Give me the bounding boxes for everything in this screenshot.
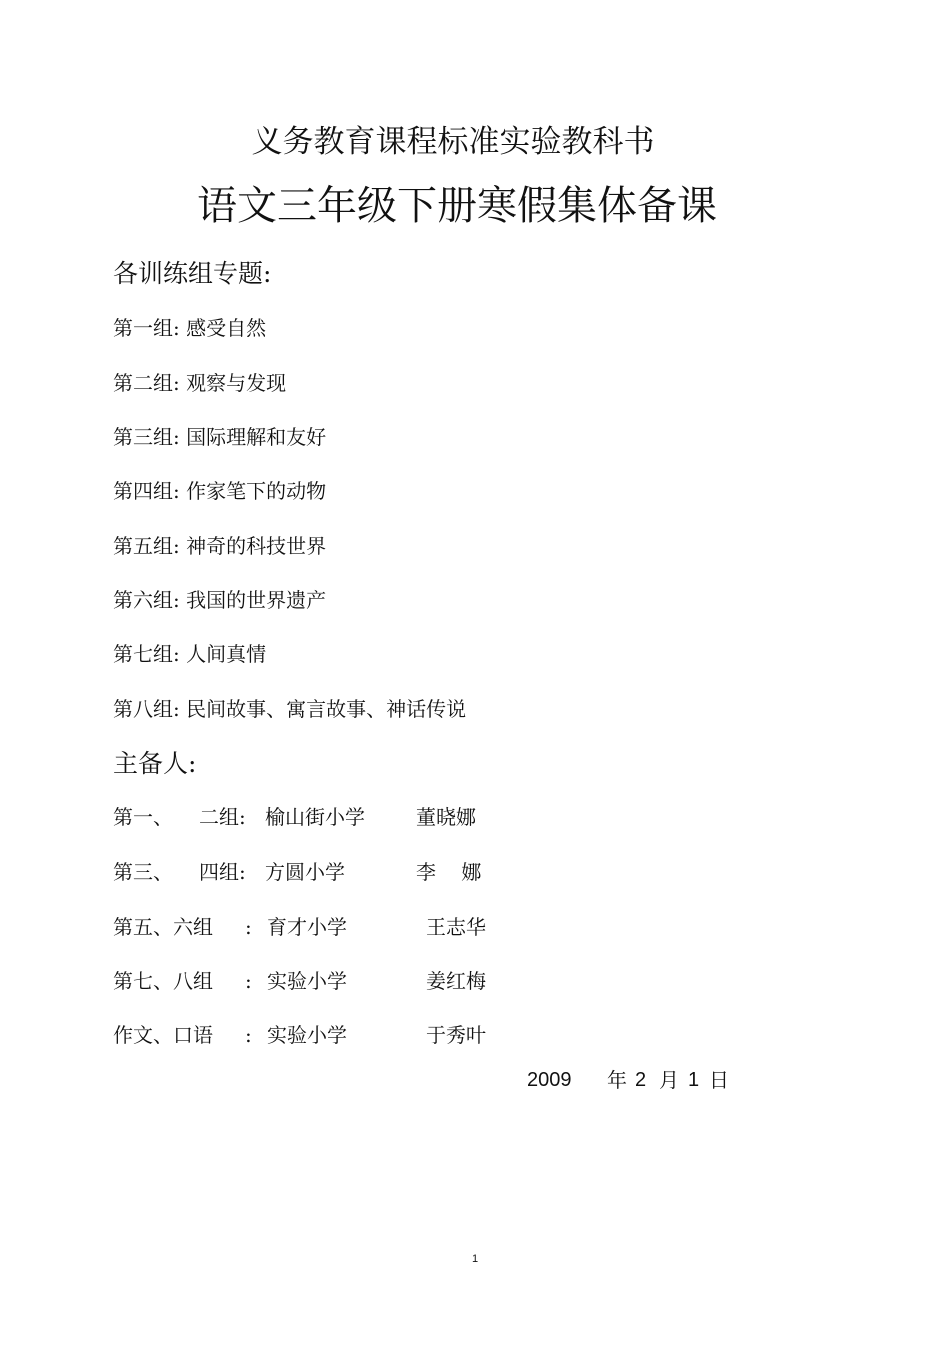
topic-text: 感受自然 bbox=[186, 316, 267, 340]
topic-text: 民间故事、寓言故事、神话传说 bbox=[186, 697, 467, 721]
preparer-group-suffix: 二组: bbox=[199, 805, 246, 829]
preparer-school: 实验小学 bbox=[267, 969, 347, 993]
preparer-school: 榆山街小学 bbox=[265, 805, 365, 829]
topic-label: 第一组: bbox=[113, 316, 180, 340]
date-year-unit: 年 bbox=[607, 1068, 627, 1092]
document-supertitle: 义务教育课程标准实验教科书 bbox=[251, 124, 655, 160]
topic-label: 第七组: bbox=[113, 642, 180, 666]
preparers-heading: 主备人: bbox=[113, 749, 197, 778]
preparer-group-suffix: 四组: bbox=[199, 860, 246, 884]
topic-label: 第三组: bbox=[113, 425, 180, 449]
document-title: 语文三年级下册寒假集体备课 bbox=[197, 183, 717, 229]
topic-text: 我国的世界遗产 bbox=[186, 588, 327, 612]
topic-label: 第六组: bbox=[113, 588, 180, 612]
topic-text: 人间真情 bbox=[186, 642, 267, 666]
topic-line bbox=[113, 314, 266, 342]
date-month: 2 bbox=[635, 1069, 647, 1091]
preparer-group-suffix: : bbox=[245, 915, 252, 939]
topic-label: 第二组: bbox=[113, 371, 180, 395]
preparer-group: 第五、六组 bbox=[113, 915, 213, 939]
preparer-school: 方圆小学 bbox=[265, 860, 345, 884]
preparer-group: 第三、 bbox=[113, 860, 173, 884]
preparer-group-suffix: : bbox=[245, 1023, 252, 1047]
topic-line bbox=[113, 586, 326, 614]
preparer-school: 育才小学 bbox=[267, 915, 347, 939]
preparer-group: 第七、八组 bbox=[113, 969, 213, 993]
preparer-name: 姜红梅 bbox=[426, 969, 486, 993]
preparer-group: 第一、 bbox=[113, 805, 173, 829]
preparer-group-suffix: : bbox=[245, 969, 252, 993]
topic-line bbox=[113, 369, 286, 397]
topic-line bbox=[113, 532, 326, 560]
topic-label: 第八组: bbox=[113, 697, 180, 721]
page-number: 1 bbox=[471, 1253, 479, 1265]
preparer-school: 实验小学 bbox=[267, 1023, 347, 1047]
topic-line bbox=[113, 423, 326, 451]
preparer-name: 于秀叶 bbox=[426, 1023, 486, 1047]
preparer-name: 李 娜 bbox=[416, 860, 482, 884]
preparer-name: 董晓娜 bbox=[416, 805, 476, 829]
topic-text: 观察与发现 bbox=[186, 371, 287, 395]
preparer-name: 王志华 bbox=[426, 915, 486, 939]
topic-line bbox=[113, 695, 466, 723]
topic-line bbox=[113, 640, 266, 668]
date-month-unit: 月 bbox=[659, 1068, 679, 1092]
topic-label: 第四组: bbox=[113, 479, 180, 503]
topic-text: 神奇的科技世界 bbox=[186, 534, 327, 558]
topic-text: 作家笔下的动物 bbox=[186, 479, 327, 503]
topic-label: 第五组: bbox=[113, 534, 180, 558]
date-year: 2009 bbox=[527, 1069, 572, 1091]
preparer-group: 作文、口语 bbox=[113, 1023, 213, 1047]
topic-line bbox=[113, 477, 326, 505]
topics-heading: 各训练组专题: bbox=[113, 259, 272, 288]
date-day: 1 bbox=[688, 1069, 700, 1091]
date-day-unit: 日 bbox=[709, 1068, 729, 1092]
topic-text: 国际理解和友好 bbox=[186, 425, 327, 449]
